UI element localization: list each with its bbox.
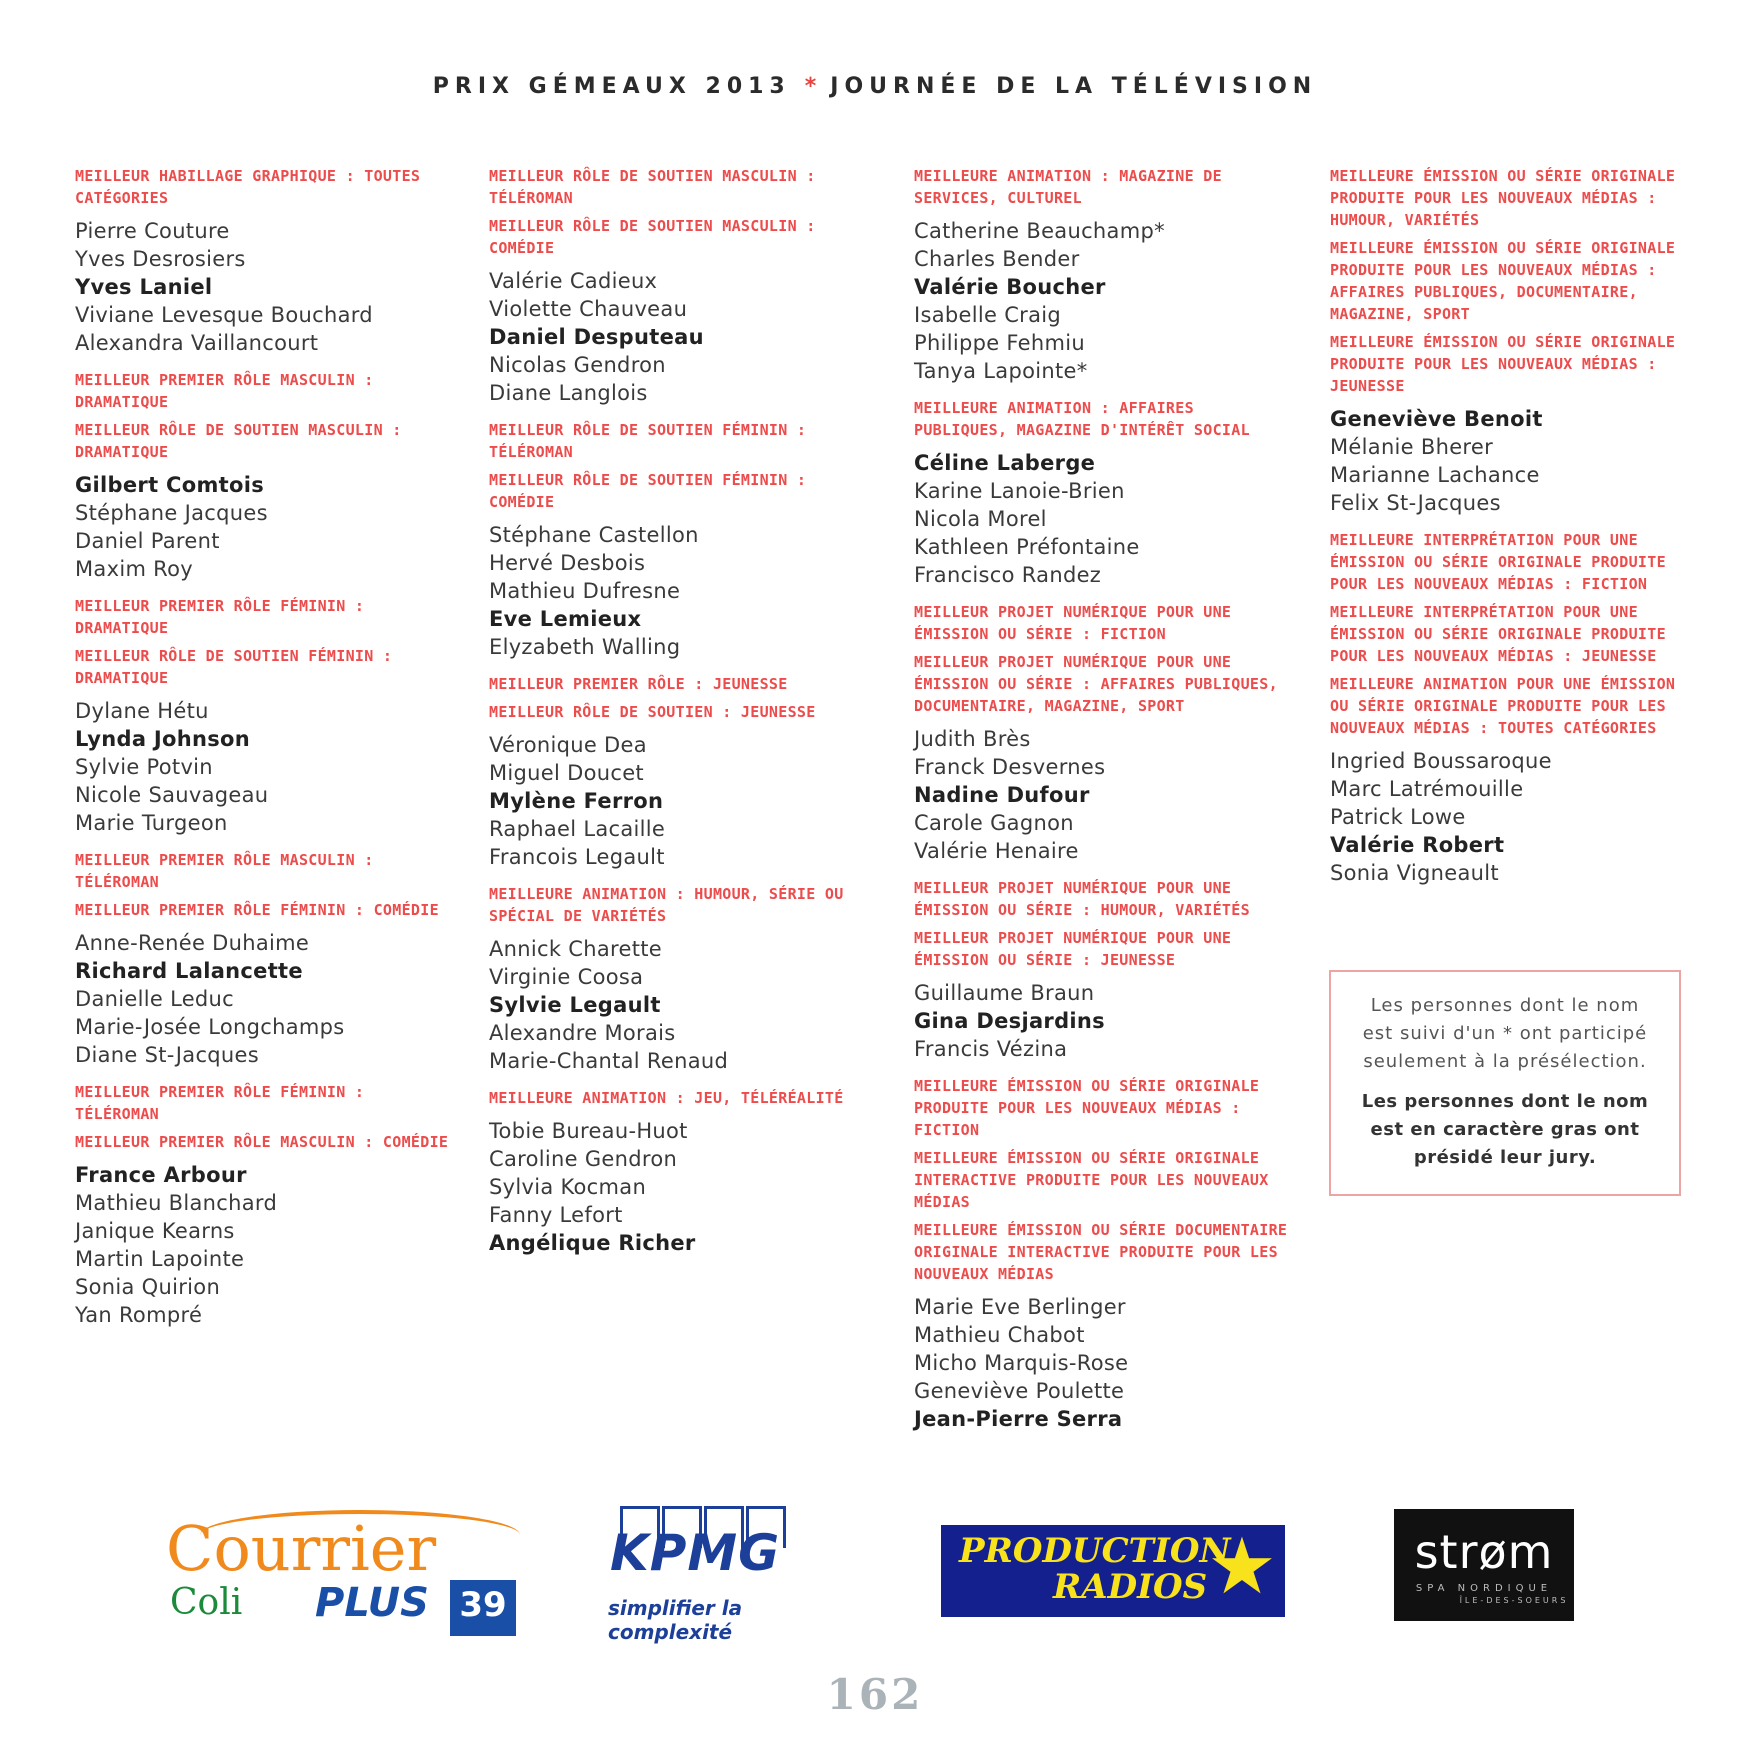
strom-logo-text: strøm [1414,1525,1554,1579]
award-category [489,673,879,695]
category-title: MEILLEUR RÔLE DE SOUTIEN MASCULIN : TÉLÉROMAN [489,167,816,207]
jury-member-name: Valérie Cadieux [489,269,658,293]
jury-member-name: Kathleen Préfontaine [914,535,1140,559]
jury-president-name: Lynda Johnson [75,727,251,751]
award-category [489,165,879,209]
award-category [914,927,1294,1063]
award-category [1330,331,1685,517]
jury-member-name: Marie Eve Berlinger [914,1295,1126,1319]
strom-subtitle: SPA NORDIQUE [1415,1583,1553,1594]
category-title: MEILLEURE INTERPRÉTATION POUR UNE ÉMISSION OU SÉRIE ORIGINALE PRODUITE POUR LES NOUVEAUX MÉDIAS : FICTION [1330,531,1666,593]
coli-logo-text: Coli [170,1582,243,1623]
jury-member-name: Caroline Gendron [489,1147,678,1171]
category-title: MEILLEUR HABILLAGE GRAPHIQUE : TOUTES CATÉGORIES [75,167,421,207]
jury-member-name: Isabelle Craig [914,303,1062,327]
jury-member-name: Sylvia Kocman [489,1175,647,1199]
jury-member-name: Valérie Henaire [914,839,1079,863]
page-number: 162 [826,1670,924,1719]
award-category [914,165,1294,385]
jury-member-name: Ingried Boussaroque [1330,749,1552,773]
jury-member-name: Francois Legault [489,845,665,869]
jury-member-name: Sonia Quirion [75,1275,221,1299]
jury-member-name: Danielle Leduc [75,987,235,1011]
jury-member-name: Geneviève Poulette [914,1379,1125,1403]
courrier-plus-logo [160,1510,520,1638]
jury-president-name: Gilbert Comtois [75,473,264,497]
category-title: MEILLEURE ÉMISSION OU SÉRIE ORIGINALE PRODUITE POUR LES NOUVEAUX MÉDIAS : AFFAIRES PUBLIQUES, DOCUMENTAIRE, MAGAZINE, SPORT [1330,239,1676,323]
jury-president-name: Yves Laniel [75,275,213,299]
kpmg-logo [608,1506,868,1644]
legend-note-box [1329,970,1681,1196]
jury-member-name: Marc Latrémouille [1330,777,1524,801]
production-radios-logo [941,1522,1285,1617]
jury-member-name: Raphael Lacaille [489,817,666,841]
category-title: MEILLEUR PROJET NUMÉRIQUE POUR UNE ÉMISSION OU SÉRIE : FICTION [914,603,1232,643]
category-title: MEILLEURE ÉMISSION OU SÉRIE ORIGINALE PRODUITE POUR LES NOUVEAUX MÉDIAS : FICTION [914,1077,1260,1139]
category-title: MEILLEURE ÉMISSION OU SÉRIE ORIGINALE PRODUITE POUR LES NOUVEAUX MÉDIAS : JEUNESSE [1330,333,1676,395]
jury-member-name: Sylvie Potvin [75,755,213,779]
jury-president-name: Geneviève Benoit [1330,407,1543,431]
jury-member-name: Micho Marquis-Rose [914,1351,1129,1375]
category-title: MEILLEUR PROJET NUMÉRIQUE POUR UNE ÉMISSION OU SÉRIE : HUMOUR, VARIÉTÉS [914,879,1250,919]
jury-member-name: Hervé Desbois [489,551,646,575]
award-category [914,651,1294,865]
award-category [914,1075,1294,1141]
category-title: MEILLEUR PREMIER RÔLE FÉMININ : COMÉDIE [75,901,439,919]
jury-president-name: Richard Lalancette [75,959,303,983]
column-3 [914,165,1294,1445]
category-title: MEILLEURE ANIMATION POUR UNE ÉMISSION OU SÉRIE ORIGINALE PRODUITE POUR LES NOUVEAUX MÉDIAS : TOUTES CATÉGORIES [1330,675,1676,737]
award-category [489,215,879,407]
award-category [1330,601,1685,667]
category-title: MEILLEUR RÔLE DE SOUTIEN FÉMININ : COMÉDIE [489,471,807,511]
jury-member-name: Dylane Hétu [75,699,209,723]
jury-member-name: Maxim Roy [75,557,194,581]
page-header [0,74,1750,99]
production-logo-text: PRODUCTION [959,1531,1231,1571]
jury-member-name: Fanny Lefort [489,1203,623,1227]
category-title: MEILLEURE ÉMISSION OU SÉRIE DOCUMENTAIRE ORIGINALE INTERACTIVE PRODUITE POUR LES NOUVEAUX MÉDIAS [914,1221,1288,1283]
jury-member-name: Karine Lanoie-Brien [914,479,1125,503]
category-title: MEILLEURE ANIMATION : HUMOUR, SÉRIE OU SPÉCIAL DE VARIÉTÉS [489,885,844,925]
plus-logo-text: PLUS [315,1580,429,1626]
jury-member-name: Philippe Fehmiu [914,331,1085,355]
jury-president-name: Mylène Ferron [489,789,664,813]
years-badge: 39 [450,1580,516,1636]
jury-president-name: Valérie Boucher [914,275,1106,299]
jury-president-name: Daniel Desputeau [489,325,704,349]
jury-member-name: Miguel Doucet [489,761,644,785]
jury-president-name: Nadine Dufour [914,783,1090,807]
jury-member-name: Annick Charette [489,937,663,961]
note-jury-president: Les personnes dont le nom est en caractère gras ont présidé leur jury. [1361,1091,1649,1168]
award-category [75,1131,455,1329]
jury-member-name: Yan Rompré [75,1303,203,1327]
award-category [1330,165,1685,231]
courrier-logo-text: Courrier [166,1512,437,1585]
header-left: PRIX GÉMEAUX 2013 [432,74,791,99]
award-category [75,419,455,583]
category-title: MEILLEUR RÔLE DE SOUTIEN MASCULIN : DRAMATIQUE [75,421,402,461]
star-icon: ★ [1207,1522,1277,1612]
jury-member-name: Mathieu Dufresne [489,579,681,603]
category-title: MEILLEUR PROJET NUMÉRIQUE POUR UNE ÉMISSION OU SÉRIE : JEUNESSE [914,929,1232,969]
award-category [75,899,455,1069]
jury-member-name: Stéphane Castellon [489,523,699,547]
jury-member-name: Guillaume Braun [914,981,1095,1005]
category-title: MEILLEURE ANIMATION : MAGAZINE DE SERVICES, CULTUREL [914,167,1222,207]
jury-member-name: Diane Langlois [489,381,648,405]
category-title: MEILLEUR PREMIER RÔLE MASCULIN : COMÉDIE [75,1133,449,1151]
award-category [75,1081,455,1125]
category-title: MEILLEUR PROJET NUMÉRIQUE POUR UNE ÉMISSION OU SÉRIE : AFFAIRES PUBLIQUES, DOCUMENTAIRE, MAGAZINE, SPORT [914,653,1278,715]
category-title: MEILLEUR RÔLE DE SOUTIEN FÉMININ : DRAMATIQUE [75,647,393,687]
category-title: MEILLEURE ANIMATION : JEU, TÉLÉRÉALITÉ [489,1089,844,1107]
jury-president-name: Jean-Pierre Serra [914,1407,1123,1431]
jury-member-name: Anne-Renée Duhaime [75,931,310,955]
jury-member-name: Franck Desvernes [914,755,1106,779]
award-category [75,849,455,893]
jury-member-name: Violette Chauveau [489,297,688,321]
strom-spa-logo [1394,1509,1574,1621]
jury-member-name: Nicolas Gendron [489,353,666,377]
jury-member-name: Elyzabeth Walling [489,635,681,659]
jury-member-name: Stéphane Jacques [75,501,268,525]
jury-member-name: Martin Lapointe [75,1247,245,1271]
award-category [914,397,1294,589]
kpmg-logo-text: KPMG [610,1524,781,1582]
category-title: MEILLEUR RÔLE DE SOUTIEN : JEUNESSE [489,703,816,721]
jury-member-name: Alexandra Vaillancourt [75,331,319,355]
jury-member-name: Marie-Josée Longchamps [75,1015,345,1039]
category-title: MEILLEURE ANIMATION : AFFAIRES PUBLIQUES, MAGAZINE D'INTÉRÊT SOCIAL [914,399,1250,439]
jury-president-name: Gina Desjardins [914,1009,1105,1033]
jury-member-name: Francis Vézina [914,1037,1068,1061]
jury-member-name: Daniel Parent [75,529,220,553]
jury-member-name: Marianne Lachance [1330,463,1540,487]
jury-member-name: Mathieu Chabot [914,1323,1085,1347]
column-2 [489,165,879,1269]
jury-president-name: Eve Lemieux [489,607,642,631]
jury-president-name: Sylvie Legault [489,993,661,1017]
category-title: MEILLEURE ÉMISSION OU SÉRIE ORIGINALE INTERACTIVE PRODUITE POUR LES NOUVEAUX MÉDIAS [914,1149,1269,1211]
category-title: MEILLEUR RÔLE DE SOUTIEN MASCULIN : COMÉDIE [489,217,816,257]
jury-member-name: Charles Bender [914,247,1080,271]
category-title: MEILLEUR PREMIER RÔLE : JEUNESSE [489,675,788,693]
jury-member-name: Pierre Couture [75,219,230,243]
category-title: MEILLEUR RÔLE DE SOUTIEN FÉMININ : TÉLÉROMAN [489,421,807,461]
award-category [75,369,455,413]
award-category [914,1219,1294,1433]
jury-member-name: Nicole Sauvageau [75,783,269,807]
note-preselection: Les personnes dont le nom est suivi d'un * ont participé seulement à la présélection. [1362,995,1648,1072]
category-title: MEILLEURE INTERPRÉTATION POUR UNE ÉMISSION OU SÉRIE ORIGINALE PRODUITE POUR LES NOUVEAUX MÉDIAS : JEUNESSE [1330,603,1666,665]
category-title: MEILLEURE ÉMISSION OU SÉRIE ORIGINALE PRODUITE POUR LES NOUVEAUX MÉDIAS : HUMOUR, VARIÉTÉS [1330,167,1676,229]
award-category [489,469,879,661]
jury-member-name: Marie-Chantal Renaud [489,1049,729,1073]
jury-member-name: Nicola Morel [914,507,1047,531]
jury-member-name: Sonia Vigneault [1330,861,1499,885]
jury-member-name: Marie Turgeon [75,811,228,835]
jury-member-name: Patrick Lowe [1330,805,1466,829]
jury-member-name: Felix St-Jacques [1330,491,1501,515]
sponsor-logos [0,1500,1750,1644]
jury-member-name: Catherine Beauchamp* [914,219,1165,243]
jury-member-name: Janique Kearns [75,1219,235,1243]
kpmg-tagline: simplifier la complexité [608,1596,743,1644]
radios-logo-text: RADIOS [1053,1567,1208,1607]
jury-member-name: Mélanie Bherer [1330,435,1494,459]
award-category [914,601,1294,645]
award-category [1330,673,1685,887]
strom-location: ÎLE-DES-SOEURS [1459,1596,1569,1605]
award-category [914,877,1294,921]
jury-member-name: Francisco Randez [914,563,1102,587]
jury-president-name: Valérie Robert [1330,833,1505,857]
award-category [489,701,879,871]
category-title: MEILLEUR PREMIER RÔLE MASCULIN : TÉLÉROMAN [75,851,374,891]
header-star-icon: * [804,74,817,99]
category-title: MEILLEUR PREMIER RÔLE FÉMININ : DRAMATIQUE [75,597,365,637]
award-category [489,1087,879,1257]
jury-member-name: Diane St-Jacques [75,1043,259,1067]
jury-member-name: Judith Brès [914,727,1031,751]
category-title: MEILLEUR PREMIER RÔLE FÉMININ : TÉLÉROMAN [75,1083,365,1123]
column-1 [75,165,455,1341]
award-category [1330,237,1685,325]
jury-member-name: Virginie Coosa [489,965,644,989]
jury-member-name: Mathieu Blanchard [75,1191,278,1215]
jury-member-name: Tanya Lapointe* [914,359,1088,383]
jury-member-name: Véronique Dea [489,733,647,757]
jury-president-name: Céline Laberge [914,451,1096,475]
award-category [75,165,455,357]
jury-member-name: Tobie Bureau-Huot [489,1119,688,1143]
award-category [75,645,455,837]
header-right: JOURNÉE DE LA TÉLÉVISION [830,74,1318,99]
award-category [1330,529,1685,595]
jury-member-name: Alexandre Morais [489,1021,676,1045]
column-4 [1330,165,1685,899]
jury-president-name: Angélique Richer [489,1231,696,1255]
jury-president-name: France Arbour [75,1163,247,1187]
award-category [914,1147,1294,1213]
jury-member-name: Yves Desrosiers [75,247,246,271]
award-category [75,595,455,639]
jury-member-name: Viviane Levesque Bouchard [75,303,373,327]
award-category [489,883,879,1075]
jury-member-name: Carole Gagnon [914,811,1074,835]
award-category [489,419,879,463]
category-title: MEILLEUR PREMIER RÔLE MASCULIN : DRAMATIQUE [75,371,374,411]
